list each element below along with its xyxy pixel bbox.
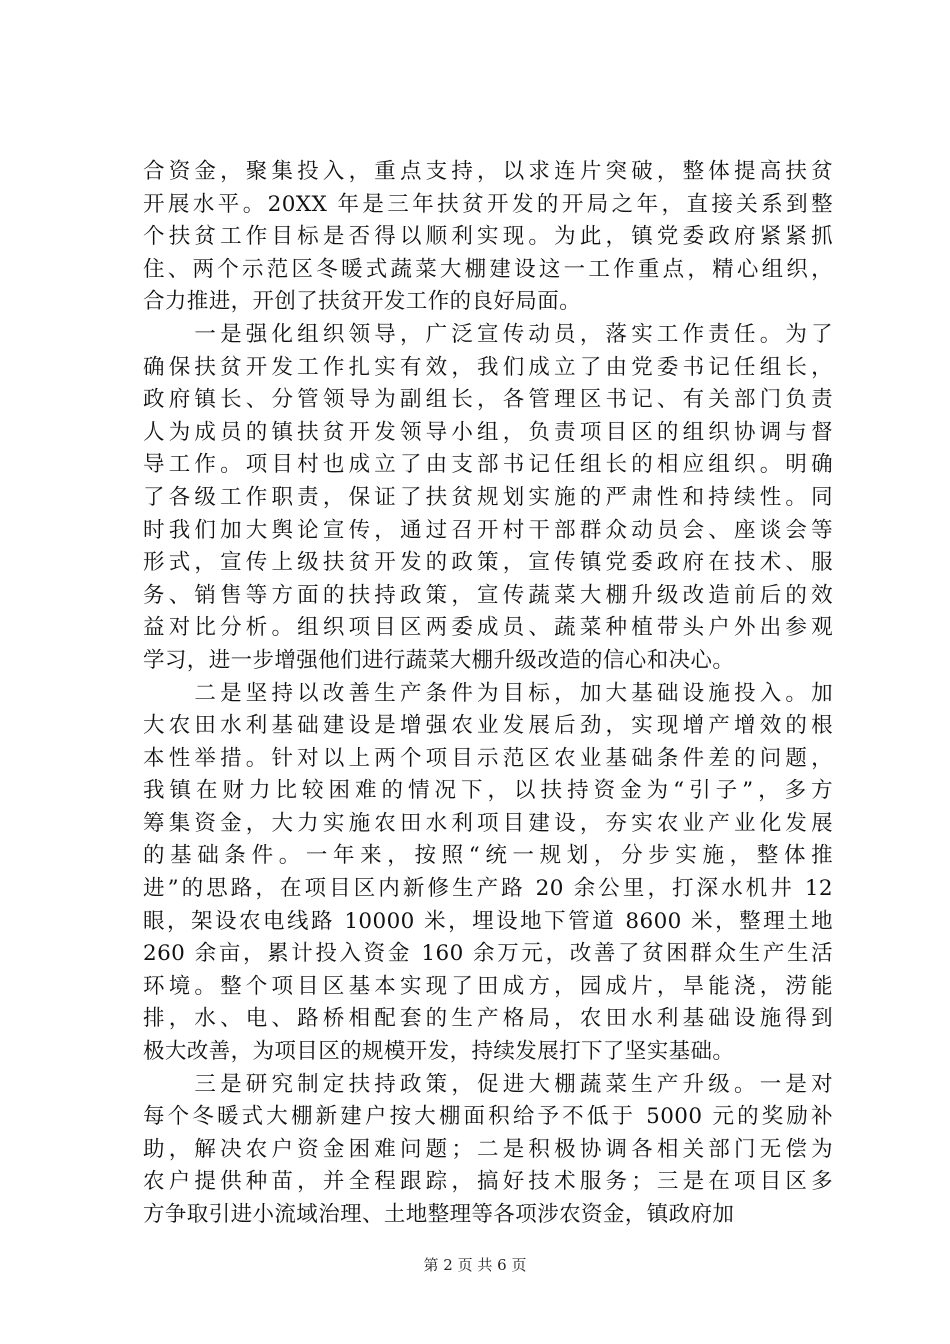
text-line: 益对比分析。组织项目区两委成员、蔬菜种植带头户外出参观	[143, 615, 833, 641]
text-line: 时我们加大舆论宣传，通过召开村干部群众动员会、座谈会等	[143, 517, 833, 543]
text-line: 大农田水利基础建设是增强农业发展后劲，实现增产增效的根	[143, 713, 833, 739]
text-line: 的基础条件。一年来，按照“统一规划，分步实施，整体推	[143, 843, 833, 869]
text-line: 政府镇长、分管领导为副组长，各管理区书记、有关部门负责	[143, 387, 833, 413]
text-line: 本性举措。针对以上两个项目示范区农业基础条件差的问题，	[143, 745, 833, 771]
text-line: 二是坚持以改善生产条件为目标，加大基础设施投入。加	[143, 680, 833, 706]
text-line: 一是强化组织领导，广泛宣传动员，落实工作责任。为了	[143, 321, 833, 347]
body-text	[143, 156, 833, 1232]
text-line: 我镇在财力比较困难的情况下，以扶持资金为“引子”，多方	[143, 778, 833, 804]
paragraph	[143, 319, 833, 678]
text-line: 合资金，聚集投入，重点支持，以求连片突破，整体提高扶贫	[143, 159, 833, 184]
text-line: 排，水、电、路桥相配套的生产格局，农田水利基础设施得到	[143, 1006, 833, 1032]
text-line: 人为成员的镇扶贫开发领导小组，负责项目区的组织协调与督	[143, 419, 833, 445]
text-line: 进”的思路，在项目区内新修生产路 20 余公里，打深水机井 12	[143, 876, 833, 902]
text-line: 农户提供种苗，并全程跟踪，搞好技术服务；三是在项目区多	[143, 1169, 833, 1195]
text-line: 开展水平。20XX 年是三年扶贫开发的开局之年，直接关系到整	[143, 191, 833, 217]
text-line: 合力推进，开创了扶贫开发工作的良好局面。	[143, 289, 582, 315]
text-line: 环境。整个项目区基本实现了田成方，园成片，旱能浇，涝能	[143, 973, 833, 999]
text-line: 三是研究制定扶持政策，促进大棚蔬菜生产升级。一是对	[143, 1071, 833, 1097]
text-line: 确保扶贫开发工作扎实有效，我们成立了由党委书记任组长，	[143, 354, 833, 380]
paragraph	[143, 1069, 833, 1232]
text-line: 个扶贫工作目标是否得以顺利实现。为此，镇党委政府紧紧抓	[143, 224, 833, 250]
text-line: 眼，架设农电线路 10000 米，埋设地下管道 8600 米，整理土地	[143, 908, 833, 934]
text-line: 住、两个示范区冬暖式蔬菜大棚建设这一工作重点，精心组织，	[143, 256, 833, 282]
text-line: 方争取引进小流域治理、土地整理等各项涉农资金，镇政府加	[143, 1202, 735, 1227]
text-line: 助，解决农户资金困难问题；二是积极协调各相关部门无偿为	[143, 1136, 833, 1162]
text-line: 每个冬暖式大棚新建户按大棚面积给予不低于 5000 元的奖励补	[143, 1104, 833, 1130]
text-line: 260 余亩，累计投入资金 160 余万元，改善了贫困群众生产生活	[143, 941, 833, 967]
text-line: 学习，进一步增强他们进行蔬菜大棚升级改造的信心和决心。	[143, 647, 735, 673]
text-line: 筹集资金，大力实施农田水利项目建设，夯实农业产业化发展	[143, 810, 833, 836]
text-line: 形式，宣传上级扶贫开发的政策，宣传镇党委政府在技术、服	[143, 550, 833, 576]
text-line: 导工作。项目村也成立了由支部书记任组长的相应组织。明确	[143, 452, 833, 478]
text-line: 务、销售等方面的扶持政策，宣传蔬菜大棚升级改造前后的效	[143, 582, 833, 608]
paragraph	[143, 156, 833, 319]
text-line: 了各级工作职责，保证了扶贫规划实施的严肃性和持续性。同	[143, 484, 833, 510]
paragraph	[143, 678, 833, 1069]
page-footer: 第 2 页 共 6 页	[423, 1256, 527, 1274]
text-line: 极大改善，为项目区的规模开发，持续发展打下了坚实基础。	[143, 1039, 735, 1065]
